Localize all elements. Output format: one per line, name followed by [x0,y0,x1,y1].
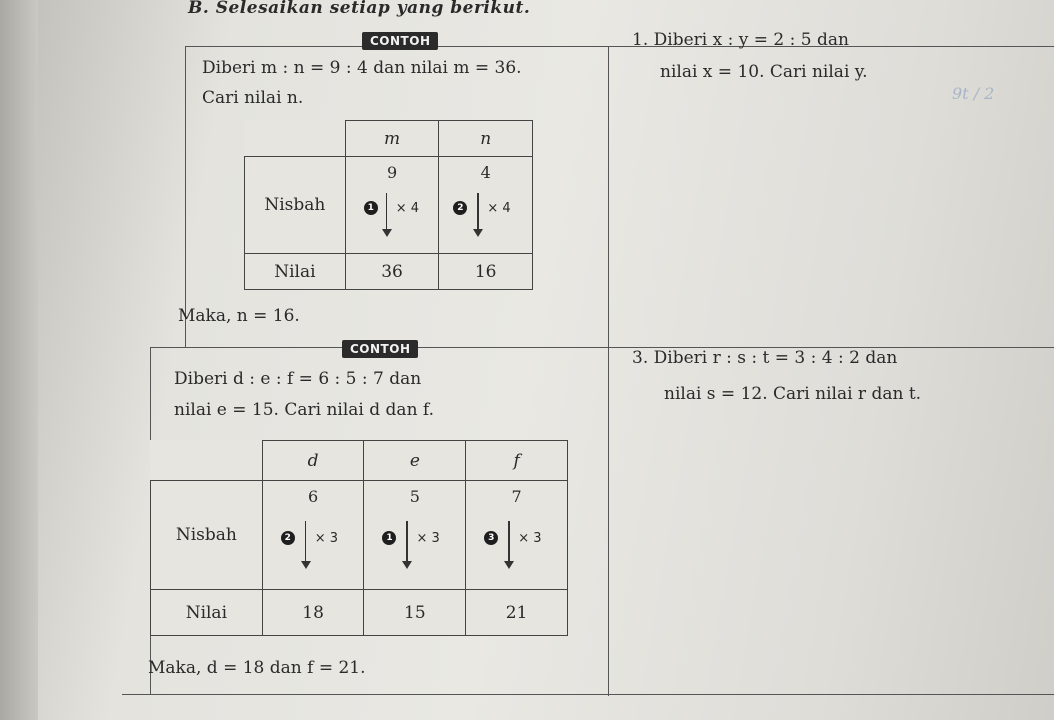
ratio-value-d: 6 [308,487,319,506]
row-label-nilai: Nilai [245,254,346,290]
example2-answer: Maka, d = 18 dan f = 21. [148,658,366,678]
multiplier-label: × 3 [518,531,542,546]
example-badge: CONTOH [362,32,438,50]
table-header-f: f [466,441,568,481]
example2-given: Diberi d : e : f = 6 : 5 : 7 dan [174,369,422,389]
arrow-down-icon [305,521,307,561]
row-label-nilai: Nilai [151,590,263,636]
arrow-down-icon [508,521,510,561]
arrow-down-icon [477,193,479,229]
divider-middle [150,347,1054,348]
question3-given: 3. Diberi r : s : t = 3 : 4 : 2 dan [632,348,898,368]
ratio-value-n: 4 [480,163,491,182]
table-header-m: m [345,121,439,157]
arrowhead-icon [504,561,514,569]
question3-task: nilai s = 12. Cari nilai r dan t. [664,384,922,404]
example-badge: CONTOH [342,340,418,358]
value-cell-f: 21 [466,590,568,636]
ratio-value-e: 5 [409,487,420,506]
ratio-cell-e [364,481,466,590]
row-label-nisbah: Nisbah [151,481,263,590]
divider-left-top [185,46,186,347]
value-cell-n: 16 [439,254,533,290]
multiplier-label: × 3 [314,531,339,546]
arrow-down-icon [386,193,388,229]
question1-task: nilai x = 10. Cari nilai y. [660,62,868,82]
arrowhead-icon [402,561,412,569]
table-corner [151,441,263,481]
divider-column [608,46,609,696]
divider-top [185,46,1054,47]
ratio-cell-n [439,157,533,254]
arrowhead-icon [301,561,311,569]
arrowhead-icon [382,229,392,237]
multiplier-label: × 4 [395,201,420,216]
arrow-down-icon [406,521,408,561]
section-heading: B. Selesaikan setiap yang berikut. [188,0,531,18]
ratio-value-m: 9 [386,163,398,182]
divider-bottom [122,694,1054,695]
ratio-cell-d [262,481,364,590]
value-cell-m: 36 [345,254,439,290]
example1-table [244,120,533,290]
question1-given: 1. Diberi x : y = 2 : 5 dan [632,30,849,50]
ratio-cell-m [345,157,439,254]
handwritten-note: 9t / 2 [952,84,995,103]
example1-given: Diberi m : n = 9 : 4 dan nilai m = 36. [202,58,522,78]
table-corner [245,121,346,157]
example1-answer: Maka, n = 16. [178,306,300,326]
step-marker-icon: 3 [484,531,498,545]
arrowhead-icon [473,229,483,237]
value-cell-e: 15 [364,590,466,636]
step-marker-icon: 2 [281,531,295,545]
book-binding-edge [0,0,38,720]
step-marker-icon: 1 [364,201,378,215]
table-header-d: d [262,441,364,481]
example2-table [150,440,568,636]
ratio-cell-f [466,481,568,590]
ratio-value-f: 7 [511,487,522,506]
example2-task: nilai e = 15. Cari nilai d dan f. [174,400,435,420]
row-label-nisbah: Nisbah [245,157,346,254]
table-header-n: n [439,121,533,157]
step-marker-icon: 2 [453,201,467,215]
multiplier-label: × 3 [416,531,440,546]
table-header-e: e [364,441,466,481]
example1-task: Cari nilai n. [202,88,304,108]
multiplier-label: × 4 [487,201,511,216]
step-marker-icon: 1 [382,531,396,545]
value-cell-d: 18 [262,590,364,636]
